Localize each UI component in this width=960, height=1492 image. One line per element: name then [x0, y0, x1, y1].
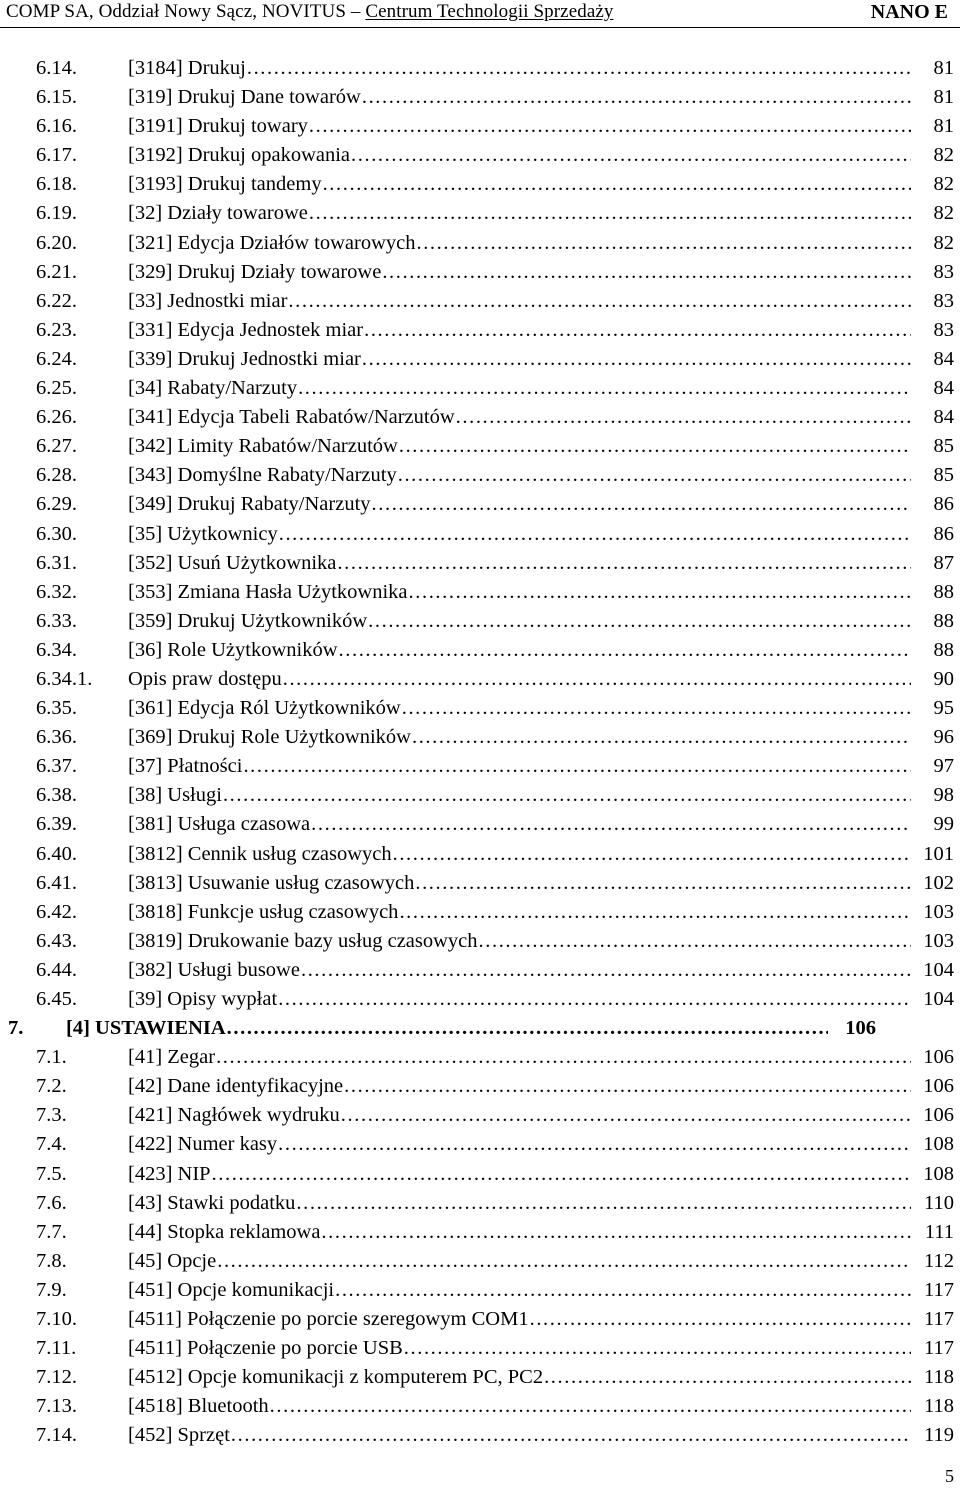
toc-entry-number: 6.18.	[36, 173, 77, 196]
toc-entry-page: 82	[933, 173, 954, 196]
toc-entry[interactable]	[0, 549, 960, 578]
toc-entry-number: 7.7.	[36, 1220, 67, 1243]
toc-entry-line	[128, 985, 960, 1014]
toc-entry-line	[128, 1101, 960, 1130]
toc-entry-line	[128, 229, 960, 258]
toc-entry-line	[128, 1392, 960, 1421]
toc-entry-number: 7.13.	[36, 1395, 77, 1418]
toc-entry-title[interactable]: [3819] Drukowanie bazy usług czasowych	[128, 929, 478, 952]
dot-leader	[382, 258, 911, 287]
toc-entry-title[interactable]: [38] Usługi	[128, 784, 222, 807]
dot-leader	[321, 1218, 911, 1247]
toc-entry[interactable]	[0, 1101, 960, 1130]
dot-leader	[231, 1421, 911, 1450]
dot-leader	[278, 985, 911, 1014]
dot-leader	[247, 54, 911, 83]
toc-entry[interactable]	[0, 1160, 960, 1189]
toc-entry[interactable]	[0, 1305, 960, 1334]
toc-entry-line	[128, 549, 960, 578]
toc-entry-line	[128, 1160, 960, 1189]
dot-leader	[412, 723, 911, 752]
toc-entry-page: 85	[933, 435, 954, 458]
dot-leader	[288, 287, 911, 316]
toc-entry-title[interactable]: [421] Nagłówek wydruku	[128, 1104, 340, 1127]
toc-entry-line	[128, 199, 960, 228]
toc-entry-page: 83	[933, 289, 954, 312]
toc-entry-line	[128, 1334, 960, 1363]
toc-entry[interactable]	[0, 403, 960, 432]
toc-entry-title[interactable]: [42] Dane identyfikacyjne	[128, 1075, 344, 1098]
toc-entry[interactable]	[0, 694, 960, 723]
toc-entry-number: 7.14.	[36, 1424, 77, 1447]
toc-entry-line	[128, 723, 960, 752]
toc-entry-number: 6.34.	[36, 638, 77, 661]
toc-entry-title[interactable]: [331] Edycja Jednostek miar	[128, 318, 364, 341]
toc-entry[interactable]	[0, 927, 960, 956]
dot-leader	[530, 1305, 911, 1334]
toc-entry-page: 111	[924, 1220, 954, 1243]
toc-entry[interactable]	[0, 432, 960, 461]
toc-entry[interactable]	[0, 83, 960, 112]
toc-entry[interactable]	[0, 520, 960, 549]
toc-entry-number: 7.6.	[36, 1191, 67, 1214]
toc-entry-page: 108	[923, 1133, 954, 1156]
toc-entry[interactable]	[0, 170, 960, 199]
toc-entry-title[interactable]: [342] Limity Rabatów/Narzutów	[128, 435, 398, 458]
dot-leader	[341, 1101, 911, 1130]
toc-entry[interactable]	[0, 1043, 960, 1072]
toc-entry-title[interactable]: [32] Działy towarowe	[128, 202, 308, 225]
toc-entry[interactable]	[0, 141, 960, 170]
toc-entry-number: 7.5.	[36, 1162, 67, 1185]
toc-entry-title[interactable]: [381] Usługa czasowa	[128, 813, 311, 836]
toc-entry-line	[128, 520, 960, 549]
toc-entry-page: 117	[924, 1337, 954, 1360]
toc-entry-line	[128, 927, 960, 956]
toc-entry-page: 102	[923, 871, 954, 894]
toc-entry-line	[128, 83, 960, 112]
toc-entry-title[interactable]: [4511] Połączenie po porcie szeregowym COM1	[128, 1308, 529, 1331]
toc-entry-page: 106	[845, 1017, 876, 1040]
toc-entry-page: 119	[924, 1424, 954, 1447]
toc-entry-number: 6.43.	[36, 929, 77, 952]
toc-entry[interactable]	[0, 112, 960, 141]
dot-leader	[323, 170, 911, 199]
toc-entry-page: 118	[924, 1366, 954, 1389]
toc-entry[interactable]	[0, 752, 960, 781]
dot-leader	[544, 1363, 911, 1392]
toc-entry-title[interactable]: [4] USTAWIENIA	[66, 1017, 226, 1040]
toc-entry-title[interactable]: [41] Zegar	[128, 1046, 216, 1069]
toc-entry-page: 95	[933, 697, 954, 720]
dot-leader	[415, 869, 911, 898]
toc-entry-title[interactable]: [3813] Usuwanie usług czasowych	[128, 871, 415, 894]
toc-entry-line	[128, 374, 960, 403]
toc-entry-number: 6.19.	[36, 202, 77, 225]
toc-entry-number: 6.39.	[36, 813, 77, 836]
toc-entry-title[interactable]: [452] Sprzęt	[128, 1424, 230, 1447]
toc-entry-title[interactable]: [341] Edycja Tabeli Rabatów/Narzutów	[128, 406, 455, 429]
toc-entry-page: 110	[924, 1191, 954, 1214]
toc-entry-title[interactable]: [3818] Funkcje usług czasowych	[128, 900, 399, 923]
dot-leader	[311, 810, 911, 839]
toc-entry[interactable]	[0, 345, 960, 374]
toc-entry-page: 108	[923, 1162, 954, 1185]
toc-entry-line	[128, 607, 960, 636]
toc-entry-title[interactable]: [319] Drukuj Dane towarów	[128, 86, 361, 109]
toc-entry-title[interactable]: [3191] Drukuj towary	[128, 115, 308, 138]
header-left	[6, 1, 614, 23]
toc-entry-title[interactable]: [39] Opisy wypłat	[128, 988, 278, 1010]
toc-entry-number: 6.38.	[36, 784, 77, 807]
toc-entry-page: 97	[933, 755, 954, 778]
toc-entry[interactable]	[0, 287, 960, 316]
toc-entry[interactable]	[0, 316, 960, 345]
toc-entry-number: 7.2.	[36, 1075, 67, 1098]
toc-entry-page: 106	[923, 1075, 954, 1098]
toc-entry[interactable]	[0, 199, 960, 228]
toc-entry-number: 6.14.	[36, 57, 77, 79]
dot-leader	[270, 1392, 911, 1421]
toc-entry[interactable]	[0, 665, 960, 694]
toc-entry-title[interactable]: [359] Drukuj Użytkowników	[128, 609, 368, 632]
toc-entry-line	[128, 1247, 960, 1276]
toc-entry-title[interactable]: [353] Zmiana Hasła Użytkownika	[128, 580, 408, 603]
toc-entry[interactable]	[0, 636, 960, 665]
dot-leader	[351, 141, 911, 170]
toc-entry-title[interactable]: [45] Opcje	[128, 1249, 217, 1272]
toc-entry[interactable]	[0, 898, 960, 927]
toc-entry[interactable]	[0, 490, 960, 519]
toc-entry-line	[128, 170, 960, 199]
toc-entry-page: 88	[933, 638, 954, 661]
toc-entry[interactable]	[0, 985, 960, 1014]
toc-entry[interactable]	[0, 810, 960, 839]
table-of-contents	[0, 54, 960, 1451]
toc-entry-page: 98	[933, 784, 954, 807]
toc-entry-page: 88	[933, 580, 954, 603]
dot-leader	[344, 1072, 911, 1101]
toc-entry-page: 85	[933, 464, 954, 487]
dot-leader	[399, 898, 911, 927]
header-product: NANO E	[870, 1, 948, 23]
toc-entry-line	[128, 694, 960, 723]
toc-entry-number: 6.41.	[36, 871, 77, 894]
toc-entry-line	[128, 956, 960, 985]
toc-entry-line	[128, 403, 960, 432]
toc-entry[interactable]	[0, 1218, 960, 1247]
dot-leader	[279, 520, 911, 549]
toc-entry-page: 112	[924, 1249, 954, 1272]
toc-entry-page: 82	[933, 144, 954, 167]
toc-entry-page: 84	[933, 406, 954, 429]
toc-entry-number: 6.45.	[36, 988, 77, 1010]
toc-entry-line	[128, 1305, 960, 1334]
toc-entry[interactable]	[0, 1130, 960, 1159]
toc-entry-page: 104	[923, 988, 954, 1010]
toc-entry-page: 96	[933, 726, 954, 749]
toc-entry-title[interactable]: Opis praw dostępu	[128, 667, 282, 690]
toc-entry[interactable]	[0, 781, 960, 810]
toc-entry-title[interactable]: [4512] Opcje komunikacji z komputerem PC, PC2	[128, 1366, 544, 1389]
toc-entry-number: 6.35.	[36, 697, 77, 720]
toc-entry[interactable]	[0, 229, 960, 258]
toc-entry-number: 6.17.	[36, 144, 77, 167]
toc-entry-number: 6.21.	[36, 260, 77, 283]
toc-entry-line	[128, 578, 960, 607]
toc-entry-line	[128, 636, 960, 665]
toc-entry[interactable]	[0, 1363, 960, 1392]
toc-entry-line	[128, 345, 960, 374]
page-number: 5	[945, 1466, 954, 1486]
dot-leader	[212, 1160, 911, 1189]
toc-entry-page: 103	[923, 929, 954, 952]
toc-entry-number: 7.8.	[36, 1249, 67, 1272]
toc-entry-page: 84	[933, 377, 954, 400]
dot-leader	[283, 665, 911, 694]
toc-entry-line	[128, 141, 960, 170]
toc-entry[interactable]	[0, 1072, 960, 1101]
toc-entry-number: 6.15.	[36, 86, 77, 109]
toc-entry-title[interactable]: [339] Drukuj Jednostki miar	[128, 347, 361, 370]
toc-entry-page: 83	[933, 318, 954, 341]
dot-leader	[404, 1334, 911, 1363]
toc-entry-number: 6.27.	[36, 435, 77, 458]
toc-entry-page: 106	[923, 1104, 954, 1127]
dot-leader	[309, 112, 911, 141]
toc-entry-title[interactable]: [321] Edycja Działów towarowych	[128, 231, 416, 254]
dot-leader	[364, 316, 911, 345]
toc-entry-number: 7.4.	[36, 1133, 67, 1156]
toc-entry-page: 81	[933, 57, 954, 79]
toc-entry[interactable]	[0, 54, 960, 83]
toc-entry-number: 7.12.	[36, 1366, 77, 1389]
toc-entry[interactable]	[0, 1392, 960, 1421]
toc-entry-title[interactable]: [343] Domyślne Rabaty/Narzuty	[128, 464, 397, 487]
toc-entry-page: 86	[933, 493, 954, 516]
toc-entry[interactable]	[0, 1334, 960, 1363]
toc-entry-title[interactable]: [34] Rabaty/Narzuty	[128, 377, 298, 400]
toc-entry-page: 84	[933, 347, 954, 370]
toc-entry-number: 6.36.	[36, 726, 77, 749]
toc-entry-number: 6.40.	[36, 842, 77, 865]
toc-entry-title[interactable]: [423] NIP	[128, 1162, 211, 1185]
toc-entry-title[interactable]: [36] Role Użytkowników	[128, 638, 338, 661]
toc-entry-title[interactable]: [422] Numer kasy	[128, 1133, 278, 1156]
toc-entry-line	[128, 316, 960, 345]
toc-entry-title[interactable]: [3192] Drukuj opakowania	[128, 144, 351, 167]
toc-entry-title[interactable]: [369] Drukuj Role Użytkowników	[128, 726, 411, 749]
dot-leader	[362, 345, 911, 374]
dot-leader	[301, 956, 911, 985]
dot-leader	[278, 1130, 911, 1159]
header-company: COMP SA, Oddział Nowy Sącz, NOVITUS	[6, 1, 347, 22]
toc-entry-number: 6.23.	[36, 318, 77, 341]
toc-entry-number: 6.31.	[36, 551, 77, 574]
header-center: Centrum Technologii Sprzedaży	[365, 1, 614, 22]
toc-entry[interactable]	[0, 1014, 960, 1043]
toc-entry-line	[128, 1043, 960, 1072]
toc-entry-page: 104	[923, 958, 954, 981]
toc-entry-line	[128, 432, 960, 461]
toc-entry-number: 7.	[8, 1017, 24, 1040]
toc-entry-page: 83	[933, 260, 954, 283]
header-dash: –	[346, 1, 366, 22]
toc-entry-line	[128, 1363, 960, 1392]
toc-entry[interactable]	[0, 840, 960, 869]
toc-entry-line	[128, 840, 960, 869]
toc-entry-page: 86	[933, 522, 954, 545]
toc-entry-title[interactable]: [329] Drukuj Działy towarowe	[128, 260, 382, 283]
dot-leader	[337, 549, 911, 578]
toc-entry-line	[128, 665, 960, 694]
toc-entry-line	[128, 1072, 960, 1101]
toc-entry[interactable]	[0, 578, 960, 607]
toc-entry[interactable]	[0, 956, 960, 985]
toc-entry-title[interactable]: [4518] Bluetooth	[128, 1395, 269, 1418]
toc-entry-title[interactable]: [35] Użytkownicy	[128, 522, 278, 545]
toc-entry[interactable]	[0, 1421, 960, 1450]
toc-entry-number: 7.3.	[36, 1104, 67, 1127]
toc-entry-page: 82	[933, 231, 954, 254]
toc-entry-number: 6.16.	[36, 115, 77, 138]
toc-entry[interactable]	[0, 461, 960, 490]
toc-entry-line	[66, 1014, 876, 1043]
toc-entry[interactable]	[0, 374, 960, 403]
toc-entry-title[interactable]: [44] Stopka reklamowa	[128, 1220, 321, 1243]
toc-entry[interactable]	[0, 1189, 960, 1218]
toc-entry-page: 117	[924, 1278, 954, 1301]
toc-entry[interactable]	[0, 258, 960, 287]
toc-entry-line	[128, 781, 960, 810]
toc-entry-number: 6.26.	[36, 406, 77, 429]
toc-entry-page: 118	[924, 1395, 954, 1418]
dot-leader	[399, 432, 911, 461]
dot-leader	[217, 1247, 911, 1276]
toc-entry-title[interactable]: [352] Usuń Użytkownika	[128, 551, 337, 574]
dot-leader	[402, 694, 911, 723]
toc-entry-title[interactable]: [361] Edycja Ról Użytkowników	[128, 697, 401, 720]
toc-entry-number: 6.32.	[36, 580, 77, 603]
toc-entry-page: 103	[923, 900, 954, 923]
toc-entry[interactable]	[0, 1276, 960, 1305]
toc-entry-number: 6.37.	[36, 755, 77, 778]
page-header	[0, 0, 960, 28]
toc-entry-number: 6.33.	[36, 609, 77, 632]
toc-entry-page: 99	[933, 813, 954, 836]
dot-leader	[243, 752, 911, 781]
dot-leader	[296, 1189, 911, 1218]
toc-entry-line	[128, 1130, 960, 1159]
toc-entry-title[interactable]: [349] Drukuj Rabaty/Narzuty	[128, 493, 371, 516]
toc-entry-title[interactable]: [33] Jednostki miar	[128, 289, 288, 312]
toc-entry[interactable]	[0, 869, 960, 898]
dot-leader	[479, 927, 911, 956]
toc-entry-number: 7.10.	[36, 1308, 77, 1331]
dot-leader	[409, 578, 911, 607]
dot-leader	[362, 83, 911, 112]
toc-entry-title[interactable]: [37] Płatności	[128, 755, 243, 778]
toc-entry-line	[128, 54, 960, 83]
toc-entry-line	[128, 1189, 960, 1218]
toc-entry-line	[128, 112, 960, 141]
dot-leader	[368, 607, 911, 636]
dot-leader	[393, 840, 911, 869]
toc-entry-number: 7.11.	[36, 1337, 77, 1360]
toc-entry-page: 81	[933, 115, 954, 138]
dot-leader	[339, 636, 911, 665]
toc-entry-line	[128, 810, 960, 839]
toc-entry-page: 101	[923, 842, 954, 865]
toc-entry-line	[128, 1421, 960, 1450]
toc-entry-line	[128, 461, 960, 490]
toc-entry-page: 88	[933, 609, 954, 632]
toc-entry-title[interactable]: [3184] Drukuj	[128, 57, 246, 79]
toc-entry-title[interactable]: [3812] Cennik usług czasowych	[128, 842, 392, 865]
toc-entry-page: 90	[933, 667, 954, 690]
toc-entry-page: 87	[933, 551, 954, 574]
toc-entry-page: 82	[933, 202, 954, 225]
toc-entry-number: 6.29.	[36, 493, 77, 516]
toc-entry-line	[128, 752, 960, 781]
toc-entry-number: 6.25.	[36, 377, 77, 400]
toc-entry-line	[128, 287, 960, 316]
toc-entry-number: 6.34.1.	[36, 667, 93, 690]
toc-entry-line	[128, 1218, 960, 1247]
toc-entry[interactable]	[0, 723, 960, 752]
toc-entry-number: 6.22.	[36, 289, 77, 312]
dot-leader	[227, 1014, 828, 1043]
dot-leader	[335, 1276, 911, 1305]
toc-entry-line	[128, 1276, 960, 1305]
toc-entry-number: 6.42.	[36, 900, 77, 923]
toc-entry-number: 6.44.	[36, 958, 77, 981]
toc-entry-number: 6.28.	[36, 464, 77, 487]
toc-entry[interactable]	[0, 607, 960, 636]
toc-entry-line	[128, 258, 960, 287]
toc-entry[interactable]	[0, 1247, 960, 1276]
toc-entry-title[interactable]: [3193] Drukuj tandemy	[128, 173, 322, 196]
toc-entry-number: 6.24.	[36, 347, 77, 370]
dot-leader	[398, 461, 911, 490]
toc-entry-page: 117	[924, 1308, 954, 1331]
toc-entry-line	[128, 490, 960, 519]
toc-entry-page: 81	[933, 86, 954, 109]
dot-leader	[216, 1043, 911, 1072]
dot-leader	[372, 490, 911, 519]
toc-entry-number: 7.9.	[36, 1278, 67, 1301]
toc-entry-number: 6.20.	[36, 231, 77, 254]
toc-entry-page: 106	[923, 1046, 954, 1069]
toc-entry-title[interactable]: [4511] Połączenie po porcie USB	[128, 1337, 403, 1360]
toc-entry-title[interactable]: [43] Stawki podatku	[128, 1191, 296, 1214]
toc-entry-title[interactable]: [382] Usługi busowe	[128, 958, 300, 981]
toc-entry-line	[128, 869, 960, 898]
toc-entry-number: 6.30.	[36, 522, 77, 545]
toc-entry-title[interactable]: [451] Opcje komunikacji	[128, 1278, 335, 1301]
dot-leader	[298, 374, 911, 403]
dot-leader	[223, 781, 911, 810]
dot-leader	[456, 403, 911, 432]
dot-leader	[416, 229, 911, 258]
toc-entry-line	[128, 898, 960, 927]
toc-entry-number: 7.1.	[36, 1046, 67, 1069]
dot-leader	[309, 199, 911, 228]
